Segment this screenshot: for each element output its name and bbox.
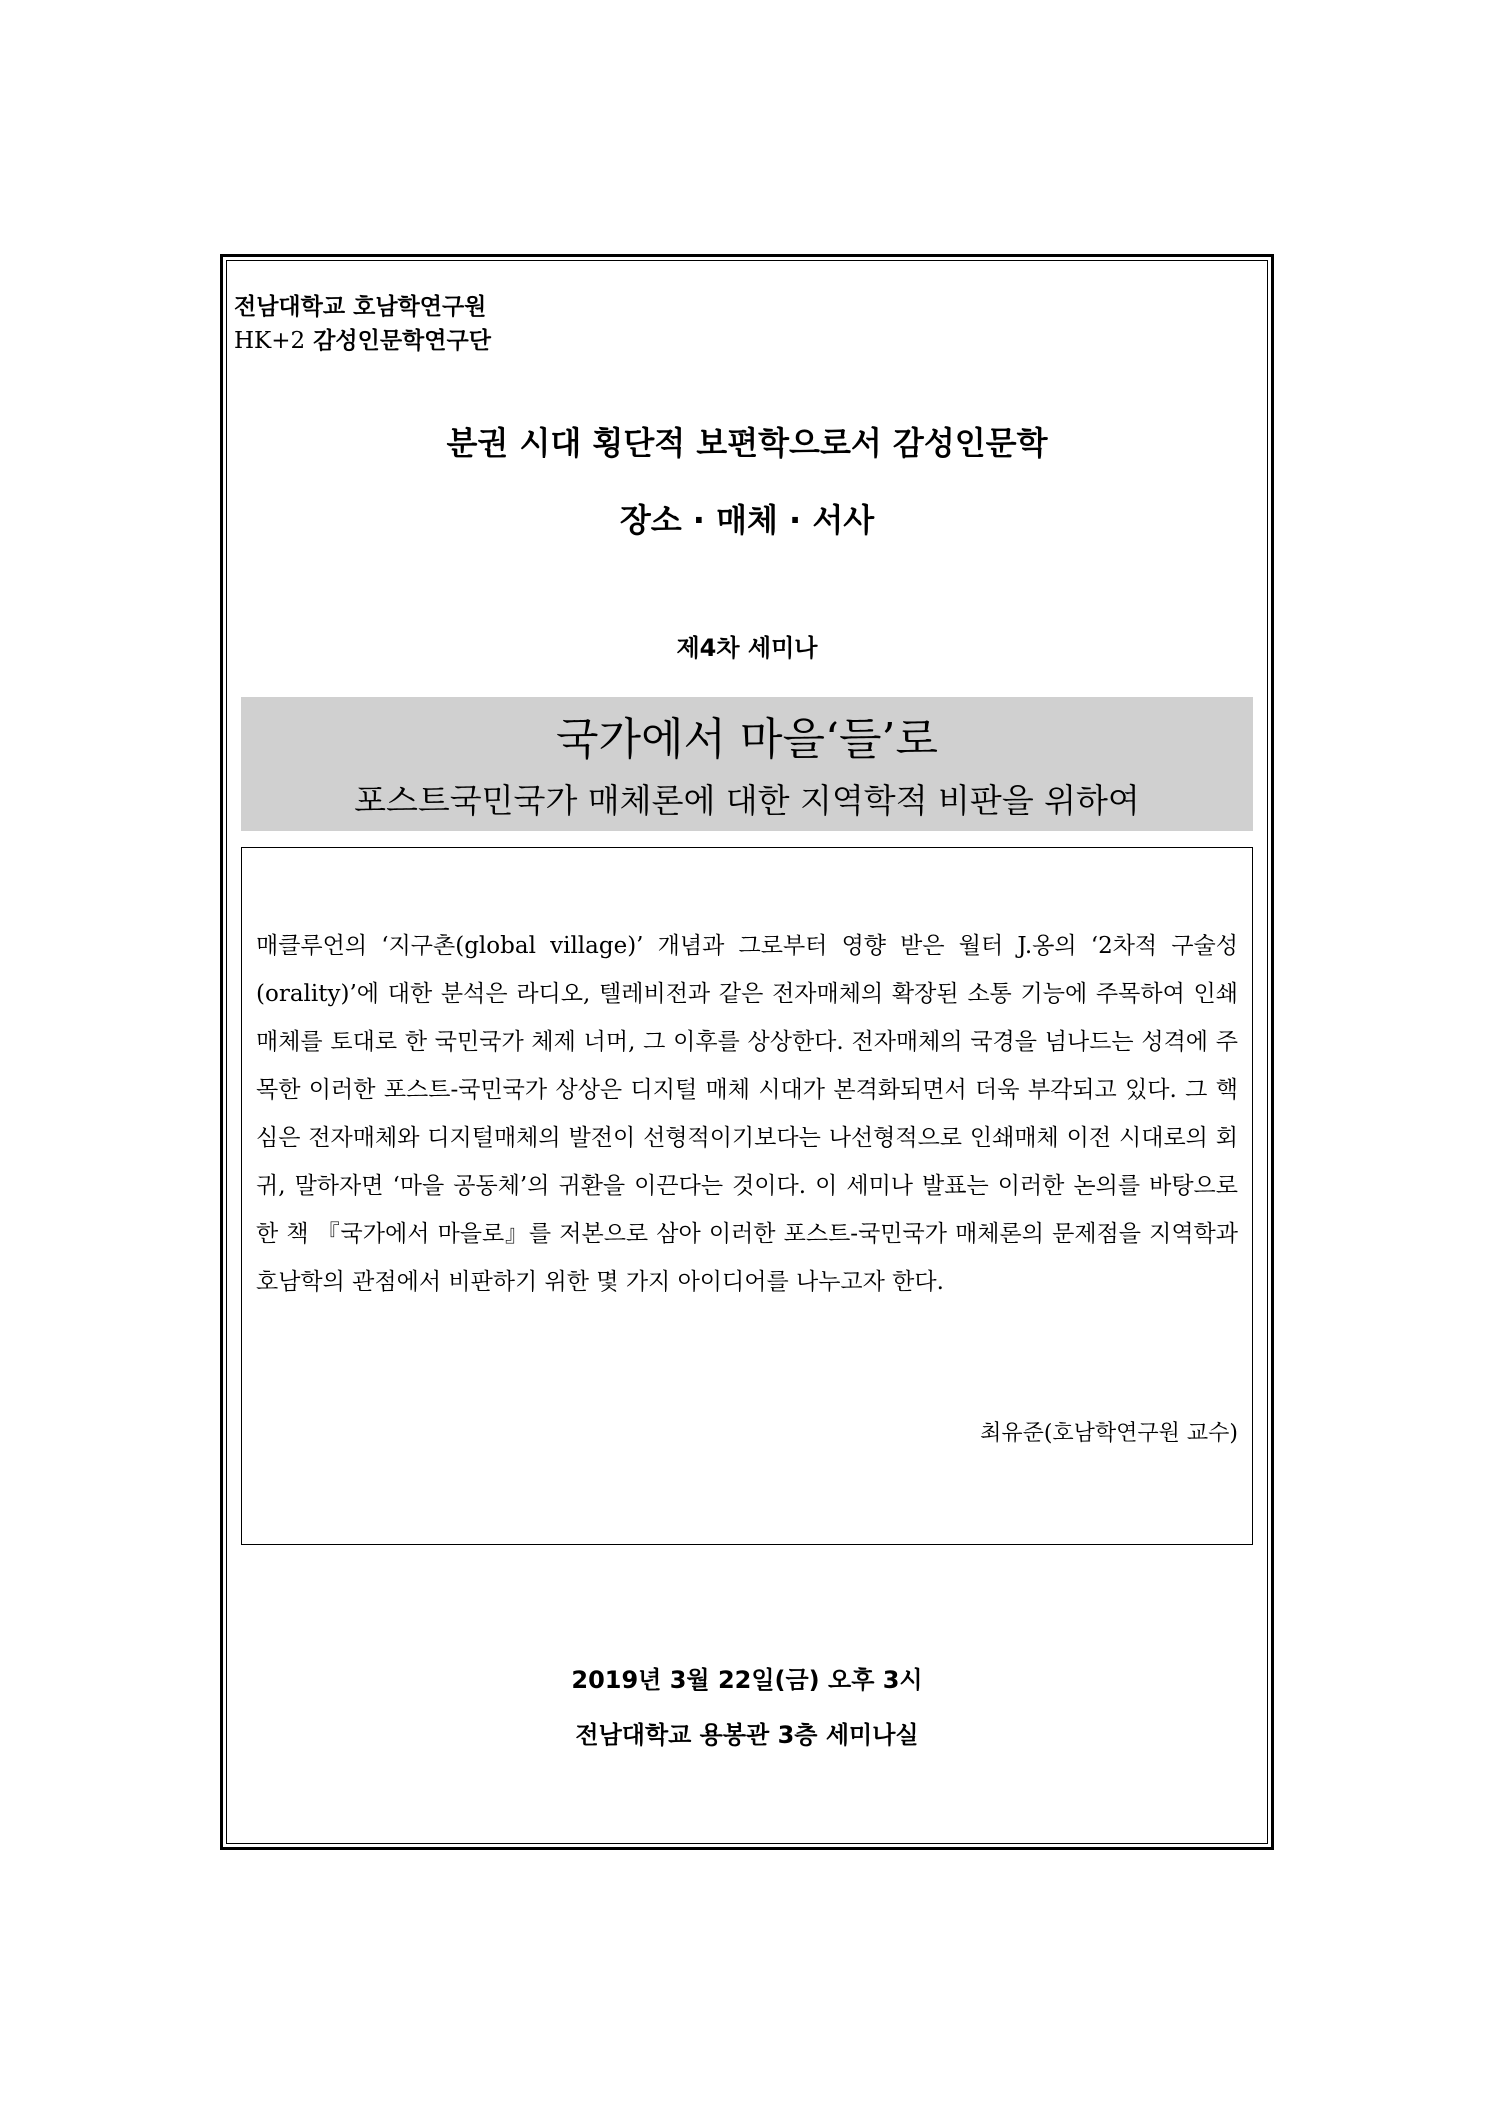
seminar-label: 제4차 세미나	[676, 634, 818, 662]
abstract-author: 최유준(호남학연구원 교수)	[980, 1421, 1238, 1446]
main-title: 분권 시대 횡단적 보편학으로서 감성인문학	[446, 424, 1048, 462]
org-code: HK+2	[234, 328, 306, 354]
org-unit-line	[234, 324, 491, 358]
abstract-text: 매클루언의 ‘지구촌(global village)’ 개념과 그로부터 영향 받은 월터 J.옹의 ‘2차적 구술성(orality)’에 대한 분석은 라디오, 텔레비전과 같은 전자매체의 확장된 소통 기능에 주목하여 인쇄매체를 토대로 한 국민국가 체제 너머, 그 이후를 상상한다. 전자매체의 국경을 넘나드는 성격에 주목한 이러한 포스트-국민국가 상상은 디지털 매체 시대가 본격화되면서 더욱 부각되고 있다. 그 핵심은 전자매체와 디지털매체의 발전이 선형적이기보다는 나선형적으로 인쇄매체 이전 시대로의 회귀, 말하자면 ‘마을 공동체’의 귀환을 이끈다는 것이다. 이 세미나 발표는 이러한 논의를 바탕으로 한 책 『국가에서 마을로』를 저본으로 삼아 이러한 포스트-국민국가 매체론의 문제점을 지역학과 호남학의 관점에서 비판하기 위한 몇 가지 아이디어를 나누고자 한다.	[256, 933, 1238, 1295]
event-venue: 전남대학교 용봉관 3층 세미나실	[575, 1721, 919, 1749]
organization-block	[234, 290, 491, 358]
event-datetime: 2019년 3월 22일(금) 오후 3시	[571, 1666, 923, 1694]
org-unit: 감성인문학연구단	[313, 328, 491, 354]
abstract-box	[241, 847, 1253, 1545]
seminar-title-banner	[241, 697, 1253, 831]
seminar-subtitle: 포스트국민국가 매체론에 대한 지역학적 비판을 위하여	[354, 781, 1140, 820]
org-name: 전남대학교 호남학연구원	[234, 294, 487, 320]
sub-title: 장소 · 매체 · 서사	[619, 501, 875, 539]
seminar-title: 국가에서 마을‘들’로	[556, 714, 938, 765]
